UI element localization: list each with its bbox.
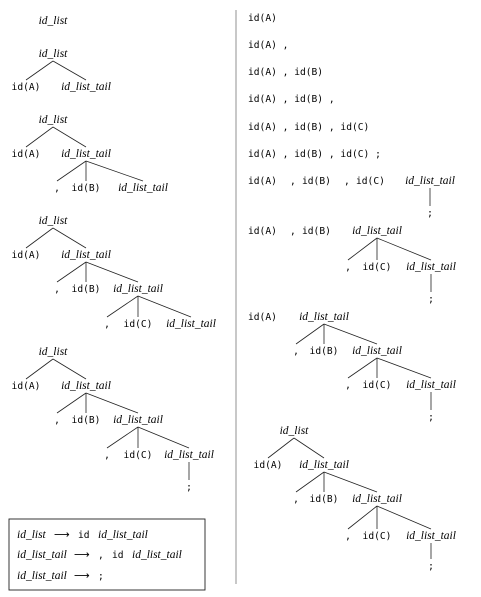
token-B: id(B)	[302, 226, 331, 237]
tree-edge	[294, 438, 324, 458]
tree-edge	[26, 127, 53, 147]
id-list-tail-node: id_list_tail	[352, 345, 402, 357]
tree-edge	[57, 393, 86, 413]
id-list-tail-node: id_list_tail	[166, 318, 216, 330]
id-list-node: id_list	[38, 15, 68, 27]
token-A: id(A)	[11, 250, 41, 261]
tree-edge	[86, 262, 138, 282]
stack-state: id(A) , id(B) ,	[248, 94, 335, 105]
tree-edge	[348, 238, 377, 260]
token-B: id(B)	[309, 494, 339, 505]
tree-edge	[377, 238, 431, 260]
tree-edge	[86, 161, 143, 181]
token-semi: ;	[428, 561, 434, 572]
grammar-token: ;	[98, 571, 104, 582]
id-list-node: id_list	[279, 425, 309, 437]
tree-edge	[57, 161, 86, 181]
grammar-lhs: id_list	[17, 529, 46, 541]
tree-edge	[348, 358, 377, 378]
id-list-tail-node: id_list_tail	[113, 414, 163, 426]
token-comma: ,	[290, 226, 296, 237]
tree-edge	[268, 438, 294, 458]
token-A: id(A)	[11, 149, 41, 160]
tree-edge	[107, 296, 138, 317]
token-C: id(C)	[123, 319, 153, 330]
token-semi: ;	[428, 294, 434, 305]
derives-arrow: ⟶	[54, 528, 70, 541]
token-B: id(B)	[71, 183, 101, 194]
tree-edge	[324, 324, 377, 344]
token-comma: ,	[344, 176, 350, 187]
tree-edge	[86, 393, 138, 413]
token-semi: ;	[186, 482, 192, 493]
id-list-tail-node: id_list_tail	[113, 283, 163, 295]
token-comma: ,	[345, 531, 351, 542]
token-semi: ;	[427, 208, 433, 219]
token-comma: ,	[54, 183, 60, 194]
tree-edge	[138, 427, 189, 448]
id-list-tail-node: id_list_tail	[352, 493, 402, 505]
id-list-tail-node: id_list_tail	[406, 379, 456, 391]
token-A: id(A)	[253, 460, 283, 471]
token-comma: ,	[345, 262, 351, 273]
token-A: id(A)	[11, 381, 41, 392]
tree-edge	[138, 296, 191, 317]
tree-edge	[296, 472, 324, 492]
derives-arrow: ⟶	[74, 569, 90, 582]
token-B: id(B)	[309, 346, 339, 357]
id-list-tail-node: id_list_tail	[118, 182, 168, 194]
token-A: id(A)	[248, 226, 277, 237]
tree-edge	[348, 506, 377, 529]
token-B: id(B)	[302, 176, 331, 187]
stack-state: id(A) , id(B)	[248, 67, 324, 78]
id-list-tail-node: id_list_tail	[61, 81, 111, 93]
id-list-tail-node: id_list_tail	[405, 175, 455, 187]
token-comma: ,	[345, 380, 351, 391]
id-list-tail-node: id_list_tail	[406, 530, 456, 542]
token-C: id(C)	[362, 531, 392, 542]
id-list-tail-node: id_list_tail	[352, 225, 402, 237]
grammar-token: id	[112, 550, 124, 561]
id-list-node: id_list	[38, 346, 68, 358]
token-comma: ,	[290, 176, 296, 187]
token-A: id(A)	[248, 176, 277, 187]
token-C: id(C)	[362, 380, 392, 391]
derives-arrow: ⟶	[74, 548, 90, 561]
tree-edge	[57, 262, 86, 282]
tree-edge	[53, 228, 86, 248]
tree-edge	[26, 61, 53, 80]
id-list-node: id_list	[38, 48, 68, 60]
id-list-tail-node: id_list_tail	[61, 148, 111, 160]
tree-edge	[324, 472, 377, 492]
token-comma: ,	[54, 284, 60, 295]
stack-state: id(A) , id(B) , id(C)	[248, 122, 370, 133]
tree-edge	[53, 61, 86, 80]
grammar-nonterminal: id_list_tail	[132, 549, 182, 561]
token-comma: ,	[104, 319, 110, 330]
tree-edge	[377, 358, 431, 378]
token-comma: ,	[104, 450, 110, 461]
token-comma: ,	[54, 415, 60, 426]
token-B: id(B)	[71, 415, 101, 426]
token-comma: ,	[293, 494, 299, 505]
id-list-tail-node: id_list_tail	[61, 249, 111, 261]
token-A: id(A)	[11, 82, 41, 93]
token-A: id(A)	[248, 312, 277, 323]
grammar-token: ,	[98, 550, 104, 561]
token-C: id(C)	[356, 176, 385, 187]
token-C: id(C)	[123, 450, 153, 461]
tree-edge	[26, 359, 53, 379]
tree-edge	[53, 127, 86, 147]
id-list-tail-node: id_list_tail	[61, 380, 111, 392]
id-list-tail-node: id_list_tail	[164, 449, 214, 461]
grammar-lhs: id_list_tail	[17, 549, 67, 561]
grammar-nonterminal: id_list_tail	[98, 529, 148, 541]
stack-state: id(A) , id(B) , id(C) ;	[248, 149, 381, 160]
id-list-tail-node: id_list_tail	[299, 459, 349, 471]
id-list-node: id_list	[38, 215, 68, 227]
token-comma: ,	[293, 346, 299, 357]
grammar-lhs: id_list_tail	[17, 570, 67, 582]
tree-edge	[377, 506, 431, 529]
id-list-node: id_list	[38, 114, 68, 126]
stack-state: id(A) ,	[248, 40, 289, 51]
tree-edge	[107, 427, 138, 448]
tree-edge	[53, 359, 86, 379]
grammar-token: id	[78, 530, 90, 541]
tree-edge	[296, 324, 324, 344]
stack-state: id(A)	[248, 13, 277, 24]
token-C: id(C)	[362, 262, 392, 273]
token-semi: ;	[428, 412, 434, 423]
token-B: id(B)	[71, 284, 101, 295]
tree-edge	[26, 228, 53, 248]
id-list-tail-node: id_list_tail	[406, 261, 456, 273]
id-list-tail-node: id_list_tail	[299, 311, 349, 323]
